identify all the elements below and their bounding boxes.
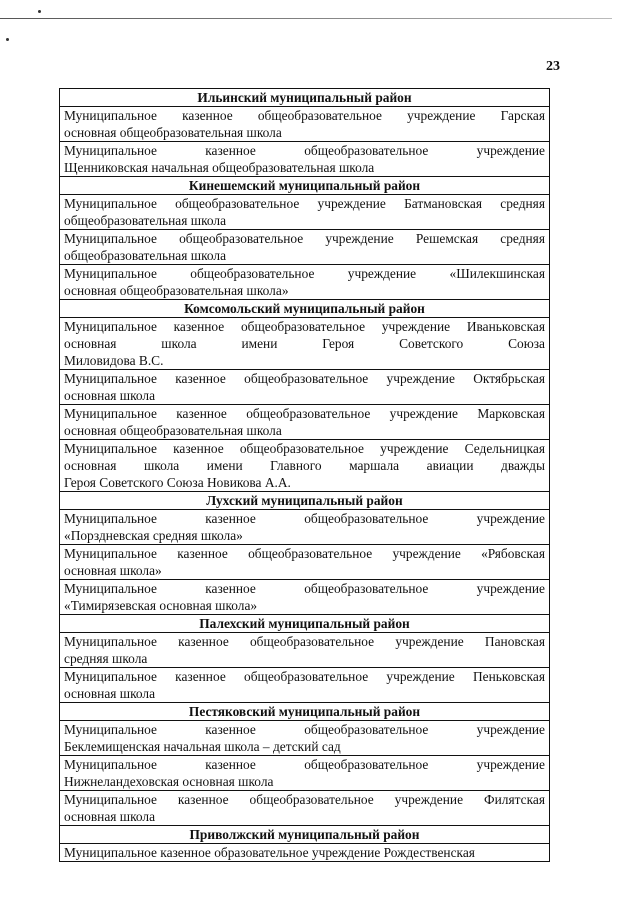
district-name: Комсомольский муниципальный район <box>60 300 550 318</box>
district-name: Лухский муниципальный район <box>60 492 550 510</box>
school-name-line: Муниципальное общеобразовательное учреждение Батмановская средняя <box>64 196 545 211</box>
district-header-row <box>60 177 550 195</box>
school-name-line: Муниципальное казенное общеобразовательное учреждение <box>64 757 545 772</box>
school-name-cell <box>60 107 550 142</box>
table-row <box>60 721 550 756</box>
school-name-cell <box>60 844 550 862</box>
school-name-cell <box>60 721 550 756</box>
school-name-line: Муниципальное казенное общеобразовательное учреждение <box>64 722 545 737</box>
school-name-line: Героя Советского Союза Новикова А.А. <box>64 475 291 490</box>
table-row <box>60 791 550 826</box>
table-row <box>60 195 550 230</box>
scan-artifact-line <box>0 18 612 19</box>
table-row <box>60 107 550 142</box>
district-header-row <box>60 89 550 107</box>
school-name-line: Муниципальное казенное общеобразовательное учреждение Октябрьская <box>64 371 545 386</box>
district-name: Кинешемский муниципальный район <box>60 177 550 195</box>
table-row <box>60 230 550 265</box>
school-name-line: средняя школа <box>64 651 148 666</box>
school-name-line: Муниципальное казенное общеобразовательное учреждение <box>64 143 545 158</box>
school-name-cell <box>60 230 550 265</box>
school-name-cell <box>60 265 550 300</box>
school-name-line: Муниципальное казенное общеобразовательное учреждение Филятская <box>64 792 545 807</box>
school-name-line: Муниципальное казенное образовательное учреждение Рождественская <box>64 845 475 860</box>
table-row <box>60 633 550 668</box>
district-header-row <box>60 492 550 510</box>
school-name-line: Щенниковская начальная общеобразовательная школа <box>64 160 375 175</box>
school-name-line: основная общеобразовательная школа <box>64 125 282 140</box>
school-name-line: Муниципальное казенное общеобразовательное учреждение «Рябовская <box>64 546 545 561</box>
table-row <box>60 510 550 545</box>
school-name-cell <box>60 668 550 703</box>
school-name-cell <box>60 405 550 440</box>
district-header-row <box>60 826 550 844</box>
school-name-line: Муниципальное казенное общеобразовательное учреждение Марковская <box>64 406 545 421</box>
school-name-line: основная школа <box>64 809 156 824</box>
district-name: Пестяковский муниципальный район <box>60 703 550 721</box>
table-row <box>60 440 550 492</box>
table-row <box>60 844 550 862</box>
page-number: 23 <box>546 59 560 74</box>
school-name-line: Муниципальное общеобразовательное учреждение «Шилекшинская <box>64 266 545 281</box>
school-name-line: Муниципальное казенное общеобразовательное учреждение <box>64 319 451 334</box>
school-name-line: основная школа» <box>64 563 162 578</box>
school-name-cell <box>60 510 550 545</box>
district-name: Приволжский муниципальный район <box>60 826 550 844</box>
school-name-line: Муниципальное казенное общеобразовательное учреждение Пановская <box>64 634 545 649</box>
district-header-row <box>60 703 550 721</box>
school-name-cell <box>60 195 550 230</box>
district-header-row <box>60 615 550 633</box>
table-row <box>60 545 550 580</box>
school-name-line: Муниципальное казенное общеобразовательное учреждение <box>64 441 449 456</box>
school-name-line: «Тимирязевская основная школа» <box>64 598 258 613</box>
school-name-line: Муниципальное казенное общеобразовательное учреждение Гарская <box>64 108 545 123</box>
district-name: Палехский муниципальный район <box>60 615 550 633</box>
school-name-cell <box>60 791 550 826</box>
scan-artifact-dot <box>6 38 9 41</box>
school-name-cell <box>60 580 550 615</box>
school-name-line: Муниципальное казенное общеобразовательное учреждение Пеньковская <box>64 669 545 684</box>
school-name-line: «Порздневская средняя школа» <box>64 528 243 543</box>
district-name: Ильинский муниципальный район <box>60 89 550 107</box>
school-name-line: основная школа <box>64 388 156 403</box>
table-row <box>60 756 550 791</box>
school-name-line: Муниципальное казенное общеобразовательное учреждение <box>64 581 545 596</box>
table-row <box>60 580 550 615</box>
table-row <box>60 142 550 177</box>
district-header-row <box>60 300 550 318</box>
school-name-line: Иваньковская основная школа имени Героя Советского Союза <box>64 319 545 351</box>
school-name-line: Муниципальное казенное общеобразовательное учреждение <box>64 511 545 526</box>
table-row <box>60 668 550 703</box>
scan-artifact-dot <box>38 10 41 13</box>
school-name-line: основная общеобразовательная школа» <box>64 283 289 298</box>
school-name-cell <box>60 440 550 492</box>
school-name-line: Седельницкая основная школа имени Главного маршала авиации дважды <box>64 441 545 473</box>
school-name-cell <box>60 545 550 580</box>
school-name-line: Нижнеландеховская основная школа <box>64 774 274 789</box>
school-name-line: основная общеобразовательная школа <box>64 423 282 438</box>
school-name-line: Миловидова В.С. <box>64 353 164 368</box>
table-row <box>60 370 550 405</box>
school-name-cell <box>60 756 550 791</box>
school-name-line: общеобразовательная школа <box>64 248 227 263</box>
school-name-cell <box>60 318 550 370</box>
school-name-cell <box>60 142 550 177</box>
school-name-cell <box>60 633 550 668</box>
table-row <box>60 318 550 370</box>
school-name-cell <box>60 370 550 405</box>
school-name-line: общеобразовательная школа <box>64 213 227 228</box>
schools-table-body <box>60 89 550 862</box>
schools-table <box>59 88 550 862</box>
table-row <box>60 405 550 440</box>
school-name-line: Беклемищенская начальная школа – детский сад <box>64 739 341 754</box>
table-row <box>60 265 550 300</box>
school-name-line: основная школа <box>64 686 156 701</box>
school-name-line: Муниципальное общеобразовательное учреждение Решемская средняя <box>64 231 545 246</box>
